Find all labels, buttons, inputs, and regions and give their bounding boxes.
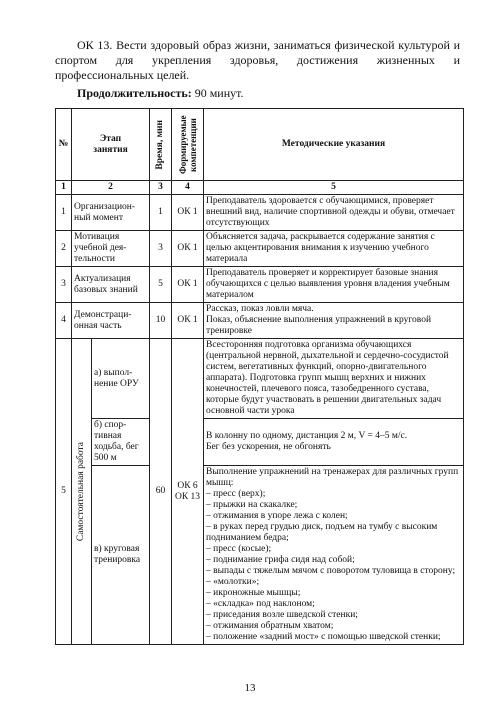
column-index-row [56,181,464,195]
table-row [56,466,464,645]
row-method: Рассказ, показ ловли мяча. Показ, объяснение выполнения упражнений в круговой тренировке [204,303,464,339]
row-number: 5 [56,339,72,645]
header-competencies [172,109,204,181]
column-index: 2 [72,181,150,195]
row-stage: Мотивация учебной дея- тельности [72,231,150,267]
row-method: Объясняется задача, раскрывается содержание занятия с целью акцентирования внимания к изучению учебного материала [204,231,464,267]
table-row [56,267,464,303]
duration-value: 90 минут. [194,86,244,100]
row-competency: ОК 1 [172,195,204,231]
lesson-plan-table [55,108,464,645]
row-competency: ОК 1 [172,303,204,339]
row-method: Всесторонняя подготовка организма обучающихся (центральной нервной, дыхательной и сердечно-сосудистой систем, вегетативных функций, опорно-двигательного аппарата). Подготовка групп мышц верхних и нижних конечностей, плечевого пояса, тазобедренного сустава, которые будут участвовать в решении двигательных задач основной части урока [204,339,464,419]
header-num: № [56,109,72,181]
row-method: Преподаватель здоровается с обучающимися, проверяет внешний вид, наличие спортивной одежды и обуви, отмечает отсутствующих [204,195,464,231]
table-row [56,419,464,466]
header-competencies-label: Формируемые компетенции [177,115,198,174]
row-competency: ОК 1 [172,231,204,267]
table-row [56,195,464,231]
row-substage: в) круговая тренировка [92,466,150,645]
row-time: 10 [150,303,172,339]
header-time [150,109,172,181]
table-row [56,303,464,339]
column-index: 4 [172,181,204,195]
row-stage: Актуализация базовых знаний [72,267,150,303]
duration-label: Продолжительность: [77,86,192,100]
row-number: 2 [56,231,72,267]
row-group [72,339,92,645]
row-time: 1 [150,195,172,231]
column-index: 1 [56,181,72,195]
table-header-row [56,109,464,181]
table-row [56,231,464,267]
row-competency: ОК 1 [172,267,204,303]
row-substage: б) спор- тивная ходьба, бег 500 м [92,419,150,466]
column-index: 5 [204,181,464,195]
row-number: 1 [56,195,72,231]
row-competency: ОК 6 ОК 13 [172,339,204,645]
row-number: 4 [56,303,72,339]
header-method: Методические указания [204,109,464,181]
page-number: 13 [244,682,256,694]
row-number: 3 [56,267,72,303]
row-substage: а) выпол- нение ОРУ [92,339,150,419]
duration-line [77,86,243,101]
header-stage: Этап занятия [72,109,150,181]
row-method: Преподаватель проверяет и корректирует базовые знания обучающихся с целью выявления уровня владения учебным материалом [204,267,464,303]
intro-paragraph: ОК 13. Вести здоровый образ жизни, заниматься физической культурой и спортом для укрепления здоровья, достижения жизненных и профессиональных целей. [55,38,460,82]
row-stage: Организацион- ный момент [72,195,150,231]
row-method: В колонну по одному, дистанция 2 м, V = 4–5 м/с. Бег без ускорения, не обгонять [204,419,464,466]
header-time-label: Время, мин [155,119,165,170]
table-row [56,339,464,419]
row-method: Выполнение упражнений на тренажерах для различных групп мышц: – пресс (верх); – прыжки на скакалке; – отжимания в упоре лежа с колен; – в руках перед грудью диск, подъем на тумбу с высоким подниманием бедра; – пресс (косые); – поднимание грифа сидя над собой; – выпады с тяжелым мячом с поворотом туловища в сторону; – «молотки»; – икроножные мышцы; – «складка» под наклоном; – приседания возле шведской стенки; – отжимания обратным хватом; – положение «задний мост» с помощью шведской стенки; [204,466,464,645]
row-time: 5 [150,267,172,303]
row-stage: Демонстраци- онная часть [72,303,150,339]
row-time: 3 [150,231,172,267]
column-index: 3 [150,181,172,195]
row-time: 60 [150,339,172,645]
row-group-label: Самостоятельная работа [76,441,86,542]
